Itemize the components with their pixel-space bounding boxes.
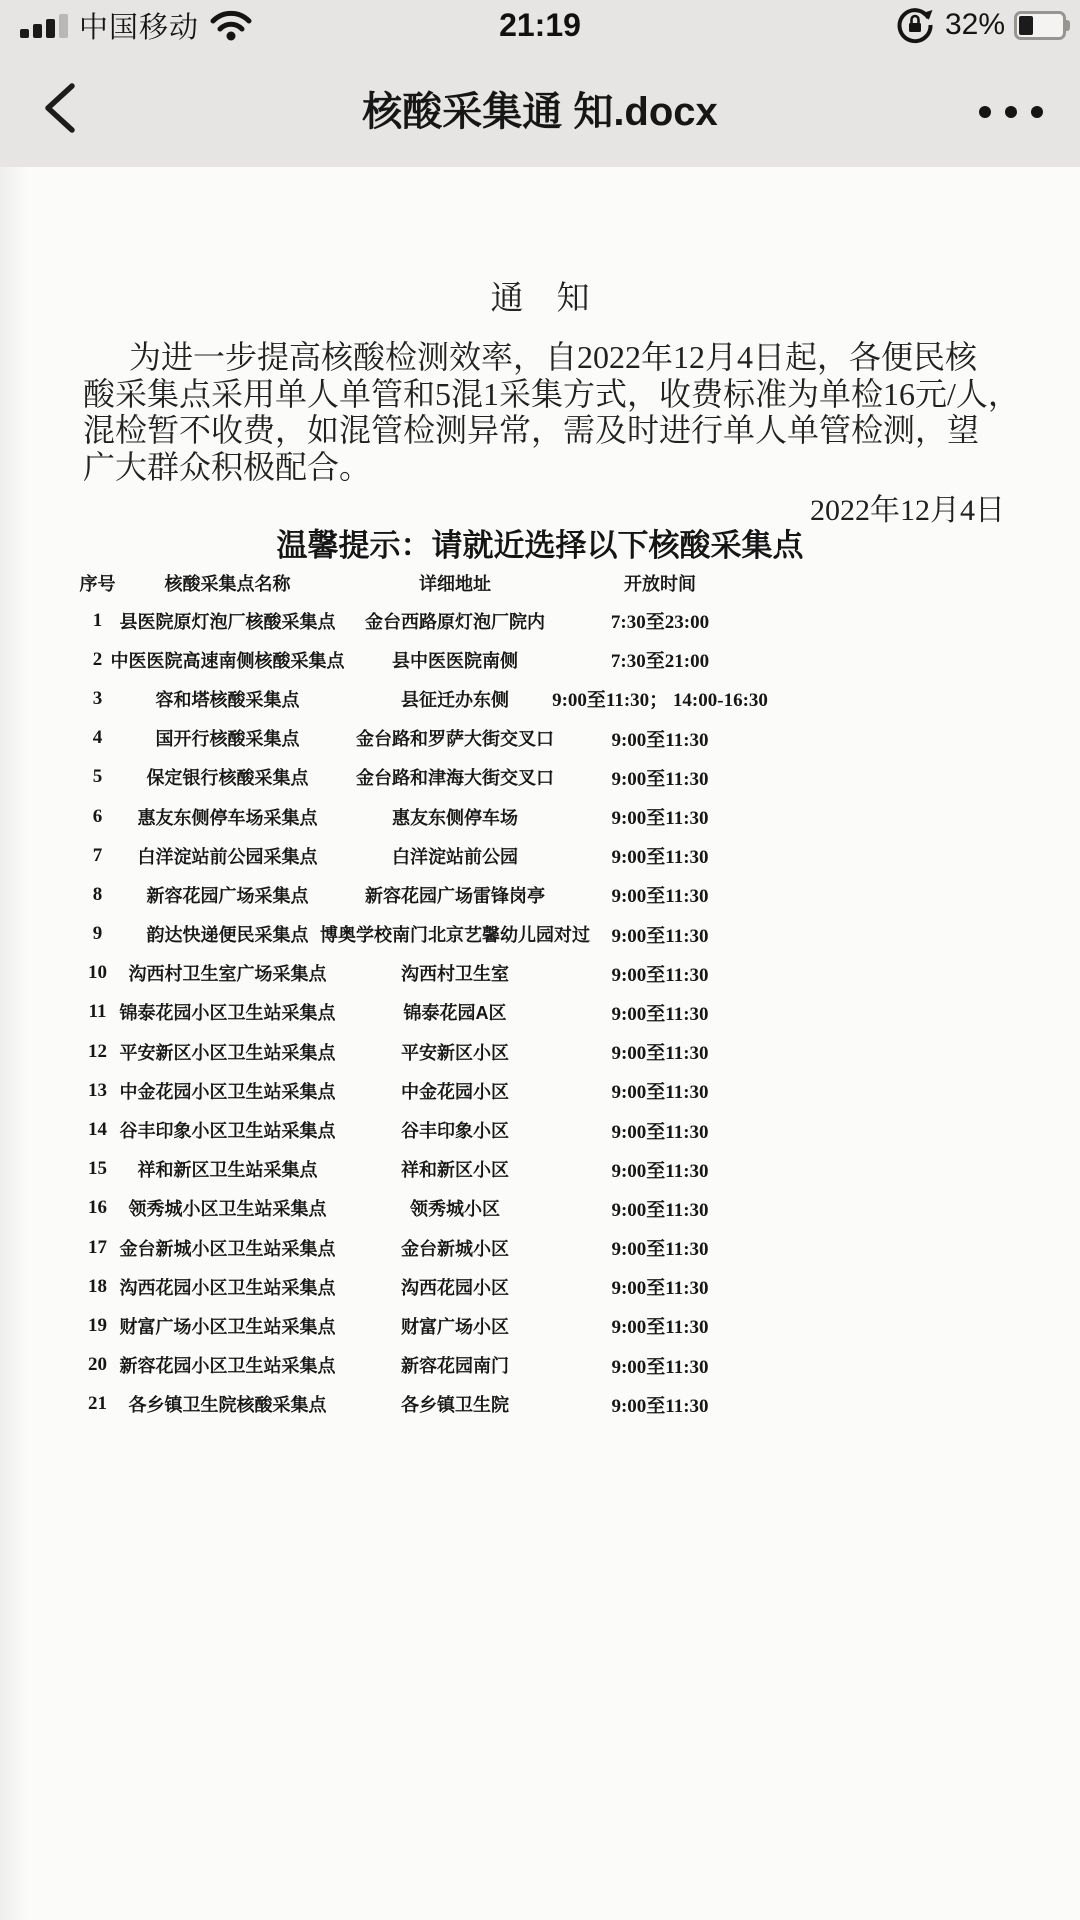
table-cell: 保定银行核酸采集点 xyxy=(146,768,309,789)
notice-paragraph xyxy=(83,339,1020,485)
table-cell: 5 xyxy=(92,766,103,788)
table-cell: 中医医院高速南侧核酸采集点 xyxy=(110,650,345,671)
table-cell: 金台新城小区 xyxy=(401,1238,509,1259)
collection-sites-table xyxy=(70,564,768,1424)
table-cell: 韵达快递便民采集点 xyxy=(146,925,309,946)
table-cell: 沟西花园小区 xyxy=(401,1277,509,1298)
table-row xyxy=(70,1385,750,1424)
tip-heading: 温馨提示：请就近选择以下核酸采集点 xyxy=(276,528,804,563)
table-cell: 1 xyxy=(92,609,103,631)
table-cell: 9:00至11:30 xyxy=(611,1199,709,1221)
table-row xyxy=(70,1267,750,1306)
table-cell: 金台新城小区卫生站采集点 xyxy=(119,1238,336,1259)
battery-icon xyxy=(1014,11,1066,40)
paragraph-line: 广大群众积极配合。 xyxy=(83,448,372,485)
table-row xyxy=(70,1110,750,1149)
table-cell: 谷丰印象小区 xyxy=(401,1121,509,1142)
table-cell: 沟西村卫生室 xyxy=(401,964,509,985)
table-cell: 白洋淀站前公园 xyxy=(392,846,518,867)
table-cell: 8 xyxy=(92,883,103,905)
table-cell: 博奥学校南门北京艺馨幼儿园对过 xyxy=(320,925,590,946)
document-page[interactable] xyxy=(0,167,1080,1920)
table-cell: 9:00至11:30 xyxy=(611,925,709,947)
table-cell: 3 xyxy=(92,687,103,709)
table-cell: 9:00至11:30 xyxy=(611,1160,709,1182)
table-cell: 9:00至11:30 xyxy=(611,808,709,830)
table-row xyxy=(70,875,750,914)
table-cell: 9:00至11:30 xyxy=(611,1043,709,1065)
table-cell: 平安新区小区 xyxy=(401,1042,509,1063)
table-cell: 15 xyxy=(88,1158,107,1180)
table-cell: 沟西村卫生室广场采集点 xyxy=(128,964,327,985)
table-cell: 9:00至11:30 xyxy=(611,1317,709,1339)
status-bar xyxy=(0,0,1080,50)
table-cell: 4 xyxy=(92,727,103,749)
table-cell: 9:00至11:30 xyxy=(611,1395,709,1417)
table-cell: 领秀城小区 xyxy=(410,1199,500,1220)
table-cell: 18 xyxy=(88,1275,107,1297)
table-cell: 县中医医院南侧 xyxy=(392,650,518,671)
table-cell: 惠友东侧停车场 xyxy=(392,807,518,828)
more-button[interactable] xyxy=(966,90,1056,134)
table-cell: 7 xyxy=(92,844,103,866)
table-row xyxy=(70,1228,750,1267)
header-cell: 序号 xyxy=(79,573,116,594)
table-cell: 金台路和津海大街交叉口 xyxy=(356,768,554,789)
table-row xyxy=(70,1071,750,1110)
table-row xyxy=(70,679,768,718)
table-cell: 12 xyxy=(88,1040,107,1062)
table-row xyxy=(70,836,750,875)
table-cell: 白洋淀站前公园采集点 xyxy=(137,846,318,867)
table-cell: 7:30至23:00 xyxy=(610,612,710,634)
table-row xyxy=(70,993,750,1032)
table-cell: 谷丰印象小区卫生站采集点 xyxy=(119,1121,336,1142)
table-cell: 9:00至11:30； 14:00-16:30 xyxy=(552,690,768,712)
table-row xyxy=(70,719,750,758)
table-row xyxy=(70,758,750,797)
top-chrome xyxy=(0,0,1080,167)
table-row xyxy=(70,1032,750,1071)
table-row xyxy=(70,1306,750,1345)
status-time: 21:19 xyxy=(499,7,581,43)
table-cell: 7:30至21:00 xyxy=(610,651,710,673)
table-cell: 容和塔核酸采集点 xyxy=(155,689,300,710)
table-cell: 财富广场小区 xyxy=(401,1316,509,1337)
table-row xyxy=(70,1189,750,1228)
back-button[interactable] xyxy=(36,76,86,140)
table-row xyxy=(70,915,750,954)
table-cell: 惠友东侧停车场采集点 xyxy=(137,807,318,828)
table-cell: 祥和新区卫生站采集点 xyxy=(137,1160,318,1181)
table-cell: 国开行核酸采集点 xyxy=(155,729,300,750)
document-title-bar: 核酸采集通 知.docx xyxy=(362,90,718,134)
table-cell: 沟西花园小区卫生站采集点 xyxy=(119,1277,336,1298)
table-cell: 19 xyxy=(88,1314,107,1336)
paragraph-line: 为进一步提高核酸检测效率，自2022年12月4日起，各便民核 xyxy=(129,339,978,375)
table-cell: 9:00至11:30 xyxy=(611,1356,709,1378)
table-cell: 9 xyxy=(92,923,103,945)
table-cell: 祥和新区小区 xyxy=(401,1160,509,1181)
table-cell: 9:00至11:30 xyxy=(611,729,709,751)
table-cell: 财富广场小区卫生站采集点 xyxy=(119,1316,336,1337)
table-cell: 9:00至11:30 xyxy=(611,847,709,869)
table-row xyxy=(70,954,750,993)
table-cell: 13 xyxy=(88,1079,107,1101)
orientation-lock-icon xyxy=(894,4,936,46)
table-cell: 锦泰花园A区 xyxy=(403,1003,507,1024)
table-cell: 9:00至11:30 xyxy=(611,886,709,908)
table-cell: 中金花园小区卫生站采集点 xyxy=(119,1081,336,1102)
table-cell: 10 xyxy=(88,962,107,984)
header-cell: 详细地址 xyxy=(419,573,491,594)
notice-title: 通 知 xyxy=(490,281,590,317)
table-cell: 新容花园广场采集点 xyxy=(146,885,309,906)
table-cell: 9:00至11:30 xyxy=(611,1121,709,1143)
header-cell: 核酸采集点名称 xyxy=(164,573,291,594)
table-cell: 21 xyxy=(88,1393,107,1415)
table-cell: 9:00至11:30 xyxy=(611,768,709,790)
table-row xyxy=(70,601,750,640)
table-cell: 锦泰花园小区卫生站采集点 xyxy=(119,1003,336,1024)
table-cell: 金台西路原灯泡厂院内 xyxy=(365,611,545,632)
table-body xyxy=(70,601,768,1424)
table-cell: 中金花园小区 xyxy=(401,1081,509,1102)
table-header-row xyxy=(70,564,750,601)
table-cell: 各乡镇卫生院 xyxy=(401,1395,509,1416)
table-cell: 新容花园小区卫生站采集点 xyxy=(119,1356,336,1377)
table-cell: 县征迁办东侧 xyxy=(401,689,509,710)
nav-bar xyxy=(0,50,1080,167)
table-cell: 9:00至11:30 xyxy=(611,1003,709,1025)
table-cell: 新容花园南门 xyxy=(401,1356,509,1377)
table-cell: 金台路和罗萨大街交叉口 xyxy=(356,729,554,750)
table-cell: 县医院原灯泡厂核酸采集点 xyxy=(119,611,336,632)
table-cell: 9:00至11:30 xyxy=(611,1278,709,1300)
table-row xyxy=(70,797,750,836)
table-cell: 平安新区小区卫生站采集点 xyxy=(119,1042,336,1063)
ellipsis-icon xyxy=(975,104,1047,120)
table-row xyxy=(70,1150,750,1189)
paragraph-line: 酸采集点采用单人单管和5混1采集方式，收费标准为单检16元/人， xyxy=(83,375,1020,412)
table-cell: 6 xyxy=(92,805,103,827)
table-cell: 16 xyxy=(88,1197,107,1219)
table-cell: 11 xyxy=(88,1001,107,1023)
status-right-group xyxy=(894,0,1066,50)
table-cell: 领秀城小区卫生站采集点 xyxy=(128,1199,327,1220)
table-row xyxy=(70,1346,750,1385)
table-cell: 2 xyxy=(92,648,103,670)
paragraph-line: 混检暂不收费，如混管检测异常，需及时进行单人单管检测，望 xyxy=(83,412,980,449)
table-cell: 9:00至11:30 xyxy=(611,1239,709,1261)
header-cell: 开放时间 xyxy=(624,573,696,594)
table-cell: 各乡镇卫生院核酸采集点 xyxy=(128,1395,327,1416)
table-cell: 新容花园广场雷锋岗亭 xyxy=(365,885,545,906)
table-cell: 17 xyxy=(88,1236,107,1258)
table-row xyxy=(70,640,750,679)
table-cell: 9:00至11:30 xyxy=(611,1082,709,1104)
notice-date: 2022年12月4日 xyxy=(810,494,1005,527)
battery-percent-label: 32% xyxy=(944,8,1005,41)
table-cell: 9:00至11:30 xyxy=(611,964,709,986)
table-cell: 20 xyxy=(88,1354,107,1376)
carrier-label: 中国移动 xyxy=(79,11,200,44)
table-cell: 14 xyxy=(88,1119,107,1141)
